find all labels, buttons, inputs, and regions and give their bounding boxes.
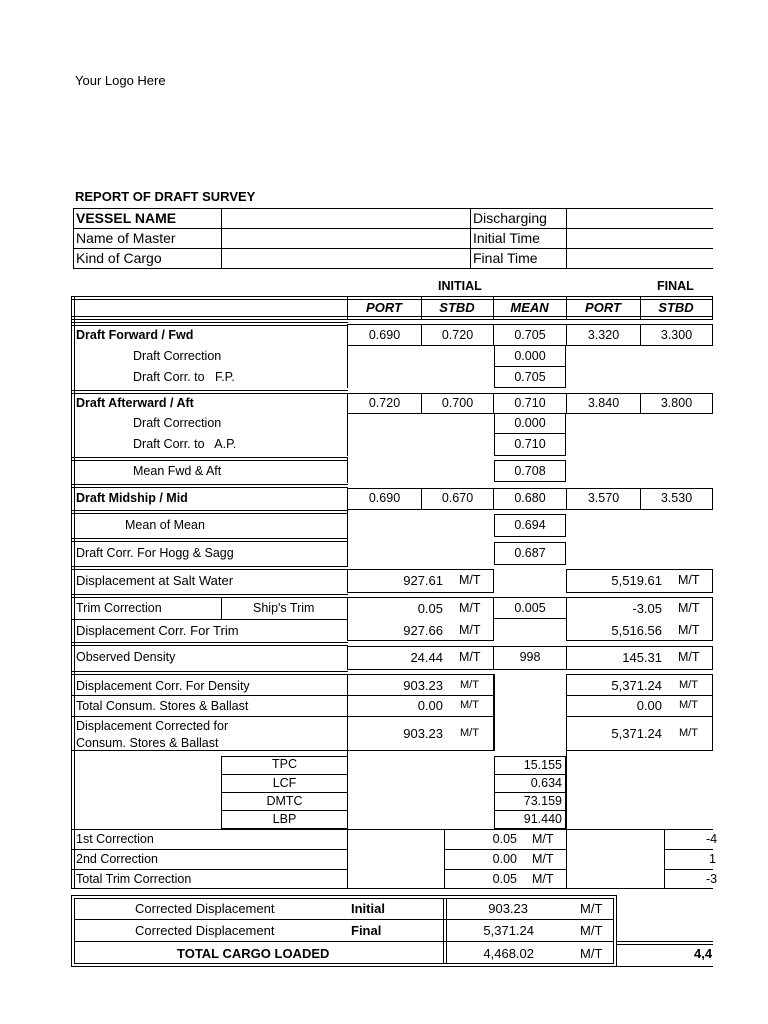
ships-trim-value: 0.005: [514, 601, 546, 615]
report-title: REPORT OF DRAFT SURVEY: [75, 189, 256, 204]
trim-correction-row-final-partial: 1: [709, 852, 716, 866]
disp-corr-density-initial: 903.23: [403, 678, 443, 693]
total-consum-final: 0.00: [636, 698, 662, 713]
initial-time-label: Initial Time: [473, 230, 540, 246]
disp-corr-density-final: 5,371.24: [611, 678, 662, 693]
mid-final-port: 3.570: [587, 491, 620, 505]
disp-corr-consum-label-1: Displacement Corrected for: [76, 719, 229, 733]
initial-label: Initial: [351, 901, 385, 916]
disp-sw-initial: 927.61: [403, 573, 443, 588]
hogg-sagg-label: Draft Corr. For Hogg & Sagg: [76, 546, 234, 560]
hydro-label: LBP: [272, 812, 297, 826]
mid-final-stbd: 3.530: [660, 491, 693, 505]
disp-corr-consum-initial-unit: M/T: [460, 727, 479, 739]
disp-corr-trim-label: Displacement Corr. For Trim: [76, 623, 239, 638]
disp-corr-consum-final-unit: M/T: [679, 727, 698, 739]
disp-corr-consum-label-2: Consum. Stores & Ballast: [76, 736, 219, 750]
mean-of-mean-label: Mean of Mean: [125, 518, 205, 532]
aft-initial-mean: 0.710: [514, 396, 546, 410]
draft-aft-label: Draft Afterward / Aft: [76, 396, 194, 410]
fwd-correction-label: Draft Correction: [133, 349, 222, 363]
disp-corr-trim-initial-unit: M/T: [459, 623, 481, 637]
disp-corr-consum-final: 5,371.24: [611, 726, 662, 741]
trim-correction-row-label: 2nd Correction: [76, 852, 158, 866]
disp-corr-consum-initial: 903.23: [403, 726, 443, 741]
corrected-displacement-label: Corrected Displacement: [135, 901, 275, 916]
master-label: Name of Master: [76, 230, 176, 246]
corrected-final-value: 5,371.24: [483, 923, 534, 938]
hydro-value: 91.440: [523, 812, 562, 826]
fwd-initial-mean: 0.705: [514, 328, 546, 342]
trim-correction-row-label: Total Trim Correction: [76, 872, 192, 886]
fwd-initial-stbd: 0.720: [441, 328, 474, 342]
corrected-final-unit: M/T: [580, 923, 603, 938]
observed-density-value: 998: [519, 650, 541, 664]
hydro-value: 15.155: [523, 758, 562, 772]
stbd-header-initial: STBD: [439, 300, 475, 315]
mid-initial-port: 0.690: [368, 491, 401, 505]
total-consum-label: Total Consum. Stores & Ballast: [76, 699, 249, 713]
trim-correction-row-unit: M/T: [532, 832, 554, 846]
disp-corr-trim-final-unit: M/T: [678, 623, 700, 637]
cargo-label: Kind of Cargo: [76, 250, 162, 266]
aft-final-stbd: 3.800: [660, 396, 693, 410]
hydro-label: LCF: [272, 776, 297, 790]
trim-correction-row-final-partial: -3: [706, 872, 718, 886]
total-cargo-unit: M/T: [580, 946, 603, 961]
disp-corr-trim-final: 5,516.56: [611, 623, 662, 638]
hogg-sagg-value: 0.687: [514, 546, 546, 560]
trim-correction-final: -3.05: [632, 601, 662, 616]
trim-correction-row-value: 0.00: [492, 852, 517, 866]
total-consum-initial: 0.00: [417, 698, 443, 713]
mean-fwd-aft-value: 0.708: [514, 464, 546, 478]
hydro-value: 73.159: [523, 794, 562, 808]
disp-sw-label: Displacement at Salt Water: [76, 573, 234, 588]
final-label: Final: [351, 923, 382, 938]
draft-mid-label: Draft Midship / Mid: [76, 491, 188, 505]
hydro-value: 0.634: [530, 776, 562, 790]
disp-corr-density-label: Displacement Corr. For Density: [76, 679, 250, 693]
trim-correction-initial: 0.05: [417, 601, 443, 616]
corrected-initial-value: 903.23: [488, 901, 528, 916]
observed-density-initial-unit: M/T: [459, 650, 481, 664]
stbd-header-final: STBD: [658, 300, 694, 315]
fwd-final-stbd: 3.300: [660, 328, 693, 342]
corrected-initial-unit: M/T: [580, 901, 603, 916]
disp-sw-final: 5,519.61: [611, 573, 662, 588]
observed-density-initial: 24.44: [410, 650, 443, 665]
fwd-initial-port: 0.690: [368, 328, 401, 342]
final-time-label: Final Time: [473, 250, 538, 266]
total-consum-initial-unit: M/T: [460, 699, 479, 711]
total-consum-final-unit: M/T: [679, 699, 698, 711]
aft-initial-port: 0.720: [368, 396, 401, 410]
fwd-corr-to-fp-value: 0.705: [514, 370, 546, 384]
trim-correction-row-value: 0.05: [492, 872, 517, 886]
vessel-name-label: VESSEL NAME: [76, 210, 177, 226]
disp-sw-initial-unit: M/T: [459, 573, 481, 587]
mean-fwd-aft-label: Mean Fwd & Aft: [133, 464, 222, 478]
total-cargo-value: 4,468.02: [483, 946, 534, 961]
final-heading: FINAL: [657, 279, 694, 293]
trim-correction-row-label: 1st Correction: [76, 832, 154, 846]
observed-density-final: 145.31: [622, 650, 662, 665]
mid-initial-mean: 0.680: [514, 491, 546, 505]
trim-correction-row-unit: M/T: [532, 872, 554, 886]
disp-sw-final-unit: M/T: [678, 573, 700, 587]
trim-correction-row-unit: M/T: [532, 852, 554, 866]
aft-corr-to-ap-value: 0.710: [514, 437, 546, 451]
trim-correction-final-unit: M/T: [678, 601, 700, 615]
hydro-label: DMTC: [266, 794, 303, 808]
observed-density-final-unit: M/T: [678, 650, 700, 664]
disp-corr-density-final-unit: M/T: [679, 679, 698, 691]
disp-corr-density-initial-unit: M/T: [460, 679, 479, 691]
aft-corr-to-ap-label: Draft Corr. to A.P.: [133, 437, 237, 451]
observed-density-label: Observed Density: [76, 650, 176, 664]
total-cargo-label: TOTAL CARGO LOADED: [177, 946, 330, 961]
fwd-corr-to-fp-label: Draft Corr. to F.P.: [133, 370, 235, 384]
hydro-label: TPC: [272, 757, 297, 771]
trim-correction-row-final-partial: -4: [706, 832, 718, 846]
disp-corr-trim-initial: 927.66: [403, 623, 443, 638]
fwd-final-port: 3.320: [587, 328, 620, 342]
aft-correction-value: 0.000: [514, 416, 546, 430]
draft-fwd-label: Draft Forward / Fwd: [76, 328, 194, 342]
initial-heading: INITIAL: [438, 279, 482, 293]
mean-of-mean-value: 0.694: [514, 518, 546, 532]
corrected-displacement-label: Corrected Displacement: [135, 923, 275, 938]
aft-initial-stbd: 0.700: [441, 396, 474, 410]
trim-correction-label: Trim Correction: [76, 601, 162, 615]
mid-initial-stbd: 0.670: [441, 491, 474, 505]
mean-header: MEAN: [510, 300, 549, 315]
total-cargo-final-partial: 4,4: [694, 946, 713, 961]
logo-placeholder: Your Logo Here: [75, 73, 166, 88]
trim-correction-initial-unit: M/T: [459, 601, 481, 615]
aft-final-port: 3.840: [587, 396, 620, 410]
port-header-initial: PORT: [366, 300, 402, 315]
trim-correction-row-value: 0.05: [492, 832, 517, 846]
ships-trim-label: Ship's Trim: [253, 601, 315, 615]
fwd-correction-value: 0.000: [514, 349, 546, 363]
port-header-final: PORT: [585, 300, 621, 315]
discharging-label: Discharging: [473, 210, 547, 226]
aft-correction-label: Draft Correction: [133, 416, 222, 430]
